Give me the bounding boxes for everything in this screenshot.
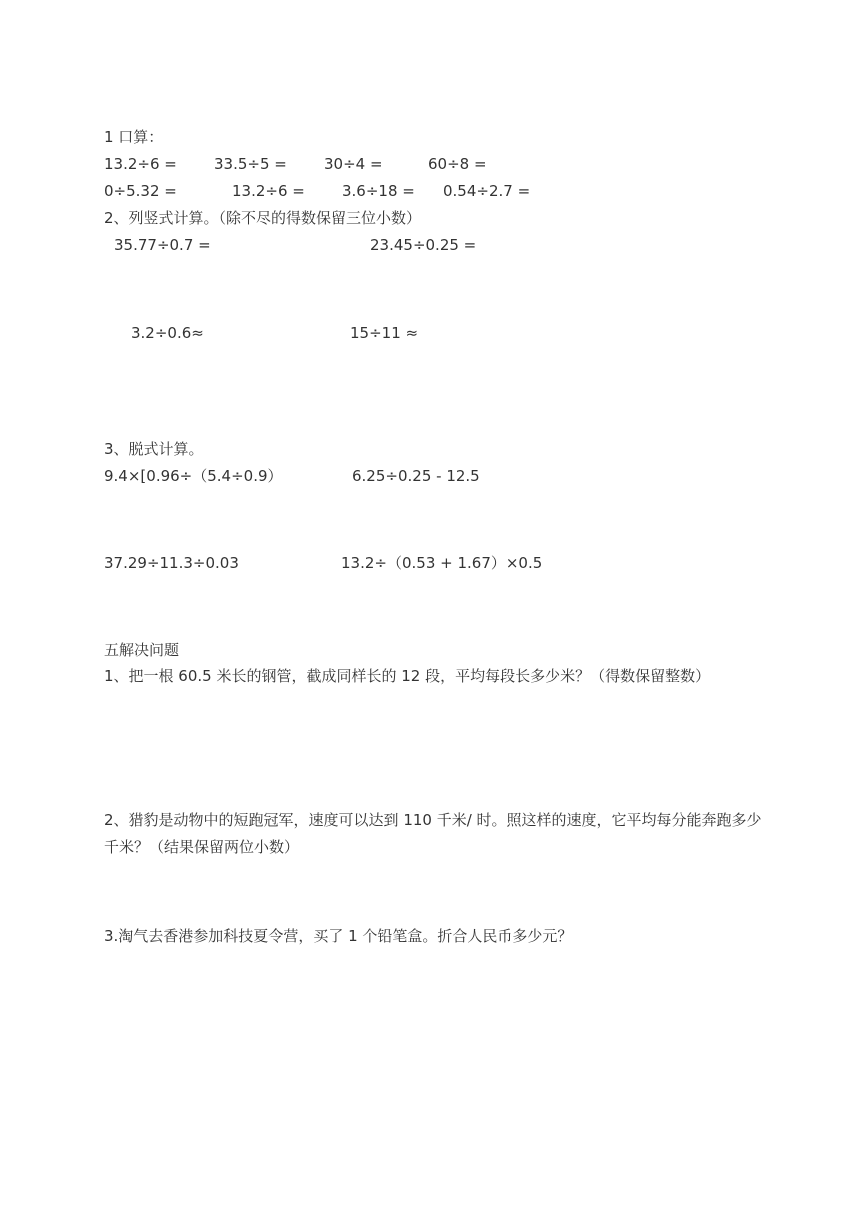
oral-calc-item: 60÷8 = [428,155,487,173]
vertical-calc-item: 23.45÷0.25 = [370,236,477,254]
section1-heading: 1 口算： [104,128,164,146]
vertical-calc-item: 15÷11 ≈ [350,324,419,342]
oral-calc-item: 13.2÷6 = [232,182,305,200]
section3-heading: 3、脱式计算。 [104,440,204,458]
word-problem-2: 2、猎豹是动物中的短跑冠军，速度可以达到 110 千米/ 时。照这样的速度，它平均每分能奔跑多少千米？（结果保留两位小数） [104,811,762,856]
section2-heading: 2、列竖式计算。（除不尽的得数保留三位小数） [104,209,422,227]
step-calc-item: 9.4×[0.96÷（5.4÷0.9） [104,467,283,485]
step-calc-item: 37.29÷11.3÷0.03 [104,554,239,572]
oral-calc-item: 33.5÷5 = [214,155,287,173]
word-problem-1: 1、把一根 60.5 米长的钢管，截成同样长的 12 段，平均每段长多少米？（得数保留整数） [104,667,711,685]
vertical-calc-item: 35.77÷0.7 = [114,236,211,254]
oral-calc-item: 0.54÷2.7 = [443,182,531,200]
word-problem-3: 3.淘气去香港参加科技夏令营，买了 1 个铅笔盒。折合人民币多少元？ [104,927,573,945]
vertical-calc-item: 3.2÷0.6≈ [131,324,204,342]
step-calc-item: 13.2÷（0.53 + 1.67）×0.5 [341,554,543,572]
oral-calc-item: 3.6÷18 = [342,182,415,200]
oral-calc-item: 13.2÷6 = [104,155,177,173]
step-calc-item: 6.25÷0.25 - 12.5 [352,467,480,485]
oral-calc-item: 0÷5.32 = [104,182,177,200]
oral-calc-item: 30÷4 = [324,155,383,173]
section5-heading: 五解决问题 [104,641,180,659]
